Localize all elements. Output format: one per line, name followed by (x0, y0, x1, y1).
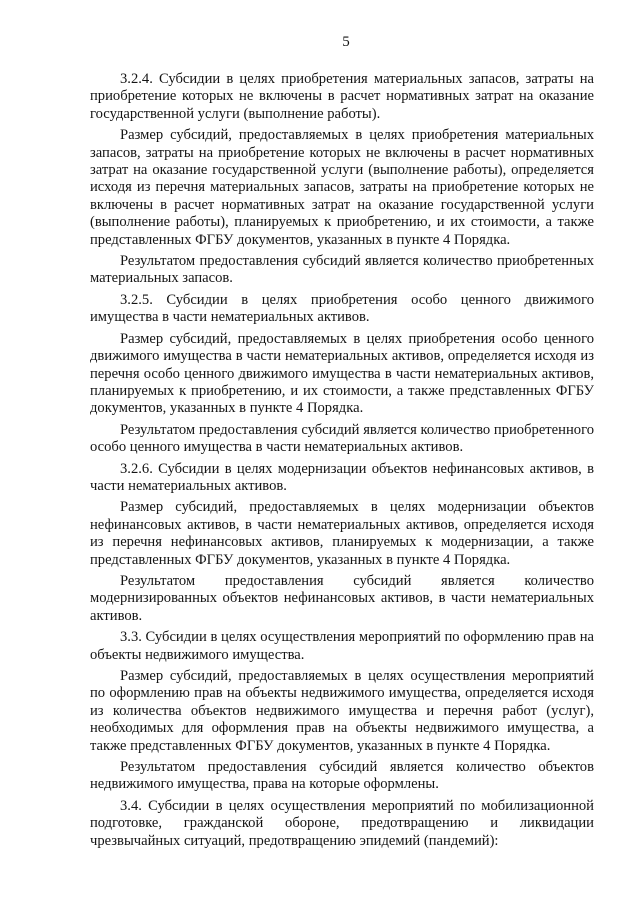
paragraph-3-2-5-size: Размер субсидий, предоставляемых в целях приобретения особо ценного движимого имущества в части нематериальных активов, определяется исходя из перечня особо ценного движимого имущества в части нематериальных активов, планируемых к приобретению, и их стоимости, а также представленных ФГБУ документов, указанных в пункте 4 Порядка. (90, 330, 594, 417)
paragraph-3-2-4-size: Размер субсидий, предоставляемых в целях приобретения материальных запасов, затраты на приобретение которых не включены в расчет нормативных затрат на оказание государственной услуги (выполнение работы), определяется исходя из перечня материальных запасов, затраты на приобретение которых не включены в расчет нормативных затрат на оказание государственной услуги (выполнение работы), планируемых к приобретению, и их стоимости, а также представленных ФГБУ документов, указанных в пункте 4 Порядка. (90, 127, 594, 248)
paragraph-3-2-6-size: Размер субсидий, предоставляемых в целях модернизации объектов нефинансовых активов, в части нематериальных активов, определяется исходя из перечня нефинансовых активов, планируемых к модернизации, а также представленных ФГБУ документов, указанных в пункте 4 Порядка. (90, 499, 594, 568)
paragraph-3-4-heading: 3.4. Субсидии в целях осуществления мероприятий по мобилизационной подготовке, гражданской обороне, предотвращению и ликвидации чрезвычайных ситуаций, предотвращению эпидемий (пандемий): (90, 797, 594, 849)
paragraph-3-3-heading: 3.3. Субсидии в целях осуществления мероприятий по оформлению прав на объекты недвижимого имущества. (90, 629, 594, 663)
page-number: 5 (342, 34, 350, 50)
paragraph-3-2-4-result: Результатом предоставления субсидий является количество приобретенных материальных запасов. (90, 253, 594, 287)
paragraph-3-2-4-heading: 3.2.4. Субсидии в целях приобретения материальных запасов, затраты на приобретение которых не включены в расчет нормативных затрат на оказание государственной услуги (выполнение работы). (90, 71, 594, 122)
paragraph-3-3-size: Размер субсидий, предоставляемых в целях осуществления мероприятий по оформлению прав на объекты недвижимого имущества, определяется исходя из количества объектов недвижимого имущества и перечня работ (услуг), необходимых для оформления прав на объекты недвижимого имущества, а также представленных ФГБУ документов, указанных в пункте 4 Порядка. (90, 668, 594, 754)
paragraph-3-2-6-result: Результатом предоставления субсидий является количество модернизированных объектов нефинансовых активов, в части нематериальных активов. (90, 572, 594, 624)
paragraph-3-2-5-result: Результатом предоставления субсидий является количество приобретенного особо ценного имущества в части нематериальных активов. (90, 421, 594, 456)
paragraph-3-2-6-heading: 3.2.6. Субсидии в целях модернизации объектов нефинансовых активов, в части нематериальных активов. (90, 460, 594, 494)
paragraph-3-2-5-heading: 3.2.5. Субсидии в целях приобретения особо ценного движимого имущества в части нематериальных активов. (90, 291, 594, 326)
paragraph-3-3-result: Результатом предоставления субсидий является количество объектов недвижимого имущества, права на которые оформлены. (90, 759, 594, 793)
